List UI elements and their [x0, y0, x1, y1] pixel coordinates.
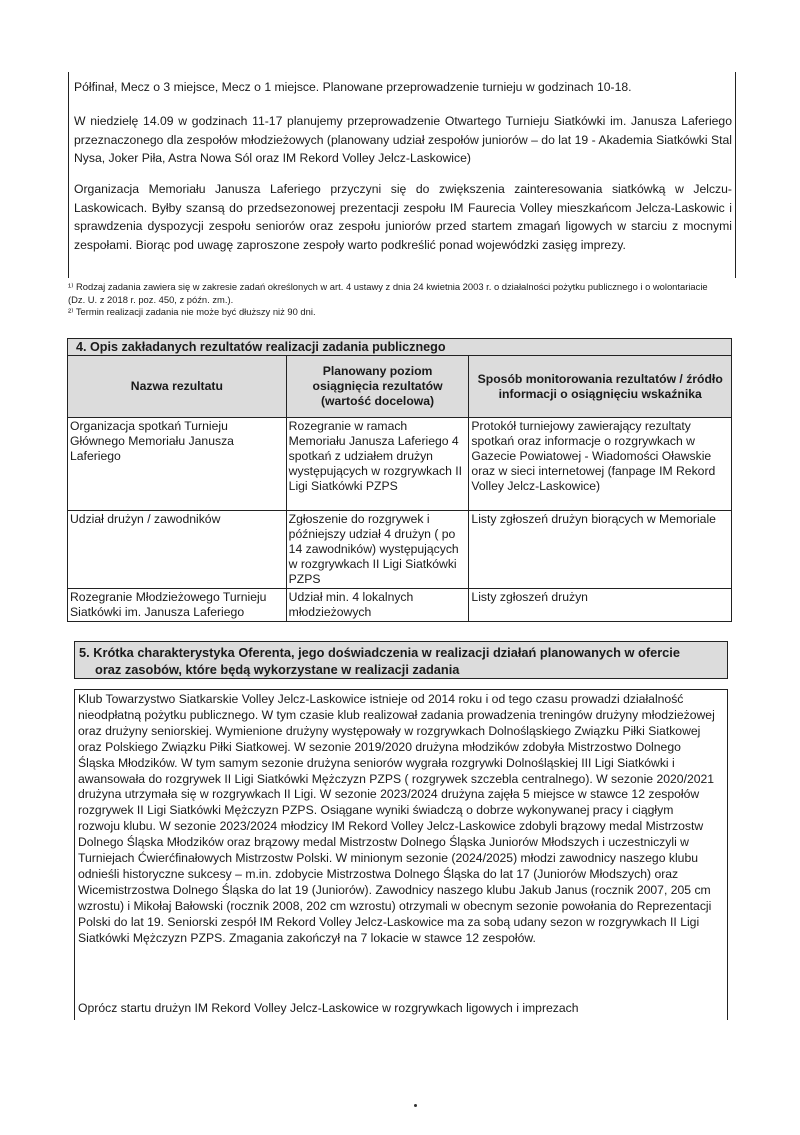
club-description-continuation: Oprócz startu drużyn IM Rekord Volley Jelcz-Laskowice w rozgrywkach ligowych i imprezach: [78, 1001, 579, 1015]
cell-planned-level: Zgłoszenie do rozgrywek i późniejszy udział 4 drużyn ( po 14 zawodników) występujących w rozgrywkach II Ligi Siatkówki PZPS: [286, 511, 469, 589]
section-5-title-line-2: oraz zasobów, które będą wykorzystane w realizacji zadania: [95, 662, 460, 677]
intro-text-box: [68, 72, 736, 278]
table-row: [68, 589, 732, 622]
section-5-body: [74, 689, 728, 1020]
footnotes: [68, 281, 708, 319]
club-description-paragraph: Klub Towarzystwo Siatkarskie Volley Jelcz-Laskowice istnieje od 2014 roku i od tego czasu prowadzi działalność nieodpłatną pożytku publicznego. W tym czasie klub realizował zadania prowadzenia treningów drużyny młodzieżowej oraz drużyny seniorskiej. Wymienione drużyny występowały w rozgrywkach Dolnośląskiego Związku Piłki Siatkowej oraz Polskiego Związku Piłki Siatkowej. W sezonie 2019/2020 drużyna młodzików zdobyła Mistrzostwo Dolnego Śląska Młodzików. W tym samym sezonie drużyna seniorów wygrała rozgrywki Dolnośląskiej III Ligi Siatkówki i awansowała do rozgrywek II Ligi Siatkówki Mężczyzn PZPS ( rozgrywek szczebla centralnego). W sezonie 2020/2021 drużyna utrzymała się w rozgrywkach II Ligi. W sezonie 2023/2024 drużyna zajęła 5 miejsce w stawce 12 zespołów rozgrywek II Ligi Siatkówki Mężczyzn PZPS. Osiągane wyniki świadczą o dobrze wykonywanej pracy i ciągłym rozwoju klubu. W sezonie 2023/2024 młodzicy IM Rekord Volley Jelcz-Laskowice zdobyli brązowy medal Mistrzostw Dolnego Śląska Młodzików oraz brązowy medal Mistrzostw Dolnego Śląska Juniorów Młodszych i uczestniczyli w Turniejach Ćwierćfinałowych Mistrzostw Polski. W minionym sezonie (2024/2025) młodzi zawodnicy naszego klubu odnieśli historyczne sukcesy – m.in. zdobycie Mistrzostwa Dolnego Śląska do lat 17 (Juniorów Młodszych) oraz Wicemistrzostwa Dolnego Śląska do lat 19 (Juniorów). Zawodnicy naszego klubu Jakub Janus (rocznik 2007, 205 cm wzrostu) i Mikołaj Bałowski (rocznik 2008, 202 cm wzrostu) otrzymali w obecnym sezonie powołania do Reprezentacji Polski do lat 19. Seniorski zespół IM Rekord Volley Jelcz-Laskowice ma za sobą udany sezon w rozgrywkach II Ligi Siatkówki Mężczyzn PZPS. Zmagania zakończył na 7 lokacie w stawce 12 zespołów.: [78, 692, 715, 945]
footnote-2: ²⁾ Termin realizacji zadania nie może być dłuższy niż 90 dni.: [68, 306, 316, 317]
intro-paragraph-youth-tournament: W niedzielę 14.09 w godzinach 11-17 planujemy przeprowadzenie Otwartego Turnieju Siatkówki im. Janusza Laferiego przeznaczonego dla zespołów młodzieżowych (planowany udział zespołów juniorów – do lat 19 - Akademia Siatkówki Stal Nysa, Joker Piła, Astra Nowa Sól oraz IM Rekord Volley Jelcz-Laskowice): [74, 114, 732, 165]
cell-monitoring: Listy zgłoszeń drużyn: [469, 589, 732, 622]
table-row: [68, 418, 732, 511]
section-4-title: 4. Opis zakładanych rezultatów realizacji zadania publicznego: [68, 339, 732, 356]
intro-paragraph-schedule: Półfinał, Mecz o 3 miejsce, Mecz o 1 miejsce. Planowane przeprowadzenie turnieju w godzinach 10-18.: [74, 80, 632, 94]
section-5-title: [74, 641, 728, 679]
cell-monitoring: Protokół turniejowy zawierający rezultaty spotkań oraz informacje o rozgrywkach w Gazecie Powiatowej - Wiadomości Oławskie oraz w sieci internetowej (fanpage IM Rekord Volley Jelcz-Laskowice): [469, 418, 732, 511]
cell-monitoring: Listy zgłoszeń drużyn biorących w Memoriale: [469, 511, 732, 589]
cell-result-name: Rozegranie Młodzieżowego Turnieju Siatkówki im. Janusza Laferiego: [68, 589, 287, 622]
col-header-monitoring: Sposób monitorowania rezultatów / źródło informacji o osiągnięciu wskaźnika: [469, 356, 732, 418]
col-header-planned-level: Planowany poziom osiągnięcia rezultatów (wartość docelowa): [286, 356, 469, 418]
footnote-1: ¹⁾ Rodzaj zadania zawiera się w zakresie zadań określonych w art. 4 ustawy z dnia 24 kwietnia 2003 r. o działalności pożytku publicznego i o wolontariacie (Dz. U. z 2018 r. poz. 450, z późn. zm.).: [68, 281, 708, 305]
cell-planned-level: Udział min. 4 lokalnych młodzieżowych: [286, 589, 469, 622]
intro-paragraph-memorial-goals: Organizacja Memoriału Janusza Laferiego przyczyni się do zwiększenia zainteresowania siatkówką w Jelczu-Laskowicach. Byłby szansą do przedsezonowej prezentacji zespołu IM Faurecia Volley mieszkańcom Jelcza-Laskowic i sprawdzenia dyspozycji zespołu seniorów oraz zespołu juniorów przed startem zmagań ligowych w starciu z mocnymi zespołami. Biorąc pod uwagę zaproszone zespoły warto podkreślić ponad wojewódzki zasięg imprezy.: [74, 182, 732, 252]
page-mark: [414, 1104, 417, 1107]
cell-result-name: Organizacja spotkań Turnieju Głównego Memoriału Janusza Laferiego: [68, 418, 287, 511]
cell-result-name: Udział drużyn / zawodników: [68, 511, 287, 589]
col-header-result-name: Nazwa rezultatu: [68, 356, 287, 418]
cell-planned-level: Rozegranie w ramach Memoriału Janusza Laferiego 4 spotkań z udziałem drużyn występujących w rozgrywkach II Ligi Siatkówki PZPS: [286, 418, 469, 511]
table-row: [68, 511, 732, 589]
section-5-title-line-1: 5. Krótka charakterystyka Oferenta, jego doświadczenia w realizacji działań planowanych w ofercie: [79, 645, 680, 660]
results-table: [67, 338, 732, 622]
